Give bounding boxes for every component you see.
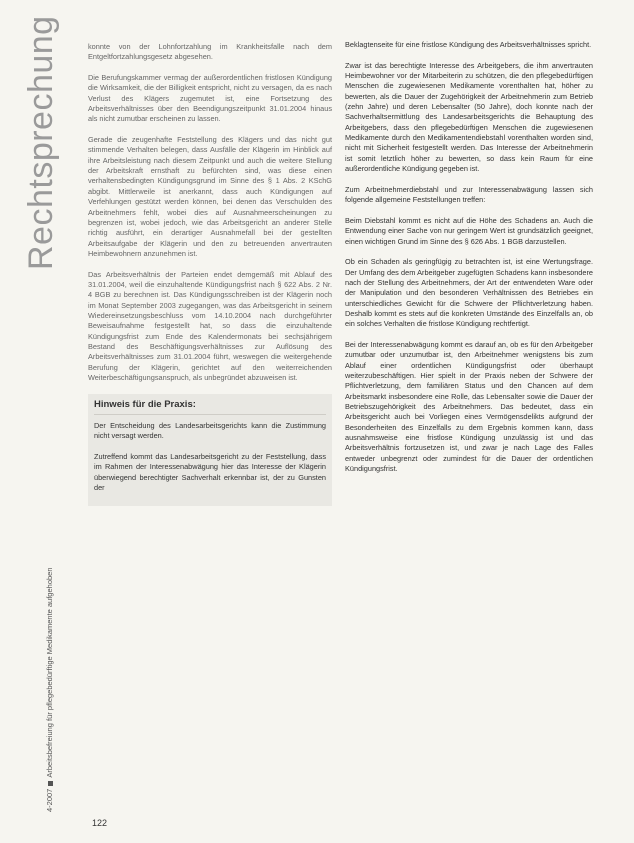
practice-hint-box <box>88 394 332 506</box>
paragraph: Zutreffend kommt das Landesarbeitsgericht zu der Feststellung, dass im Rahmen der Interessenabwägung hier das Interesse der Klägerin überwiegend berechtigter Sachverhalt erkennbar ist, der zu Gunsten der <box>94 452 326 493</box>
section-label: Rechtsprechung <box>22 15 60 270</box>
paragraph: Ob ein Schaden als geringfügig zu betrachten ist, ist eine Wertungsfrage. Der Umfang des dem Arbeitgeber zugefügten Schadens kann insbesondere nach der Stellung des Arbeitnehmers, der Art der entwendeten Ware oder der Manipulation und den besonderen Verhältnissen des Betriebes ein unterschiedliches Gewicht für die Schwere der Pflichtverletzung haben. Deshalb kommt es stets auf die konkreten Umstände des Einzelfalls an, ob ein solches Verhalten die fristlose Kündigung rechtfertigt. <box>345 257 593 329</box>
paragraph: konnte von der Lohnfortzahlung im Krankheitsfalle nach dem Entgeltfortzahlungsgesetz abgesehen. <box>88 42 332 62</box>
practice-hint-title: Hinweis für die Praxis: <box>94 398 326 415</box>
paragraph: Das Arbeitsverhältnis der Parteien endet demgemäß mit Ablauf des 31.01.2004, weil die einzuhaltende Kündigungsfrist nach § 622 Abs. 2 Nr. 4 BGB zu berechnen ist. Das Kündigungsschreiben ist der Klägerin noch im Monat September 2003 zugegangen, was das Arbeitsgericht in seinem Wiedereinsetzungsbeschluss vom 14.10.2004 nach durchgeführter Beweisaufnahme festgestellt hat, so dass die einzuhaltende Kündigungsfrist zum Ende des Kalendermonats bei sechsjährigem Bestand des Beschäftigungsverhältnisses zur Auflösung des Arbeitsverhältnisses zum 31.01.2004 führt, weswegen die weitergehende Berufung der Klägerin, gerichtet auf den weiterreichenden Weiterbeschäftigungsanspruch, als unbegründet abzuweisen ist. <box>88 269 332 382</box>
page-number: 122 <box>92 818 108 828</box>
paragraph: Gerade die zeugenhafte Feststellung des Klägers und das nicht gut stimmende Verhalten belegen, dass Ausfälle der Klägerin im Hinblick auf ihre Arbeitsleistung nach diesem Zeitpunkt und auch die weitere Stellung der Arbeitskraft ernsthaft zu befürchten sind, was diese einen verhaltensbedingten Kündigungsgrund im Sinne des § 1 Abs. 2 KSchG abgibt. Mittlerweile ist anerkannt, dass auch Kündigungen auf Verfehlungen gestützt werden können, bei denen das Verschulden des Arbeitnehmers fehlt, wobei dies auf Ausnahmeerscheinungen zu begrenzen ist, wobei jedoch, wie das Arbeitsgericht an anderer Stelle richtig ausführt, ein derartiger Ausnahmefall bei der gestellten Arbeitsaufgabe der Klägerin und den zu betreuenden anvertrauten Heimbewohnern anzunehmen ist. <box>88 135 332 258</box>
paragraph: Beim Diebstahl kommt es nicht auf die Höhe des Schadens an. Auch die Entwendung einer Sache von nur geringem Wert ist grundsätzlich geeignet, einen wichtigen Grund im Sinne des § 626 Abs. 1 BGB darzustellen. <box>345 215 593 246</box>
issue-number: 4-2007 <box>45 788 54 812</box>
paragraph: Bei der Interessenabwägung kommt es darauf an, ob es für den Arbeitgeber zumutbar oder unzumutbar ist, den Arbeitnehmer wenigstens bis zum Ablauf einer ordentlichen Kündigungsfrist oder überhaupt weiterzubeschäftigen. Hier spielt in der Praxis neben der Schwere der Pflichtverletzung, dem familiären Status und den Chancen auf dem Arbeitsmarkt insbesondere eine Rolle, das Lebensalter sowie die Dauer der Betriebszugehörigkeit des Arbeitnehmers. Das bedeutet, dass ein Arbeitsgericht auch bei Vorliegen eines Vermögensdelikts aufgrund der Besonderheiten des Einzelfalls zu dem Ergebnis kommen kann, dass ausnahmsweise eine fristlose Kündigung unzulässig ist und das Arbeitsverhältnis fortzusetzen ist, und zwar je nach Lage des Falles entweder unbegrenzt oder zumindest für die Dauer der ordentlichen Kündigungsfrist. <box>345 339 593 474</box>
vertical-footer <box>45 567 54 812</box>
paragraph: Beklagtenseite für eine fristlose Kündigung des Arbeitsverhältnisses spricht. <box>345 40 592 49</box>
paragraph: Der Entscheidung des Landesarbeitsgerichts kann die Zustimmung nicht versagt werden. <box>94 421 326 441</box>
paragraph: Die Berufungskammer vermag der außerordentlichen fristlosen Kündigung die Wirksamkeit, die der Billigkeit entspricht, nicht zu versagen, da es nach Verlust des Klägers zugemutet ist, eine Fortsetzung des Arbeitsverhältnisses über den Beendigungszeitpunkt 31.01.2004 hinaus als nicht zumutbar erscheinen zu lassen. <box>88 73 332 124</box>
left-column <box>88 42 332 506</box>
paragraph: Zum Arbeitnehmerdiebstahl und zur Interessenabwägung lassen sich folgende allgemeine Feststellungen treffen: <box>345 184 593 205</box>
right-column <box>345 40 593 485</box>
running-title: Arbeitsbefreiung für pflegebedürftige Medikamente aufgehoben <box>45 567 54 778</box>
paragraph: Zwar ist das berechtigte Interesse des Arbeitgebers, die ihm anvertrauten Heimbewohner vor der Mitarbeiterin zu schützen, die den pflegebedürftigen Menschen die zugewiesenen Medikamente vorenthalten hat, höher zu bewerten, als die Dauer der Zugehörigkeit der Arbeitnehmerin zum Betrieb (zehn Jahre) und deren Lebensalter (50 Jahre), doch konnte nach der Sachverhaltsermittlung des Landesarbeitsgerichts die Behauptung des Arbeitgebers, dass den pflegebedürftigen Menschen die zugewiesenen Medikamente durch den Medikamentendiebstahl vorenthalten worden sind, nicht mit Sicherheit festgestellt werden. Das Interesse der Arbeitnehmerin ist somit letztlich höher zu bewerten, so dass kein Raum für eine außerordentliche Kündigung gegeben ist. <box>345 60 593 174</box>
square-bullet-icon <box>48 781 53 786</box>
